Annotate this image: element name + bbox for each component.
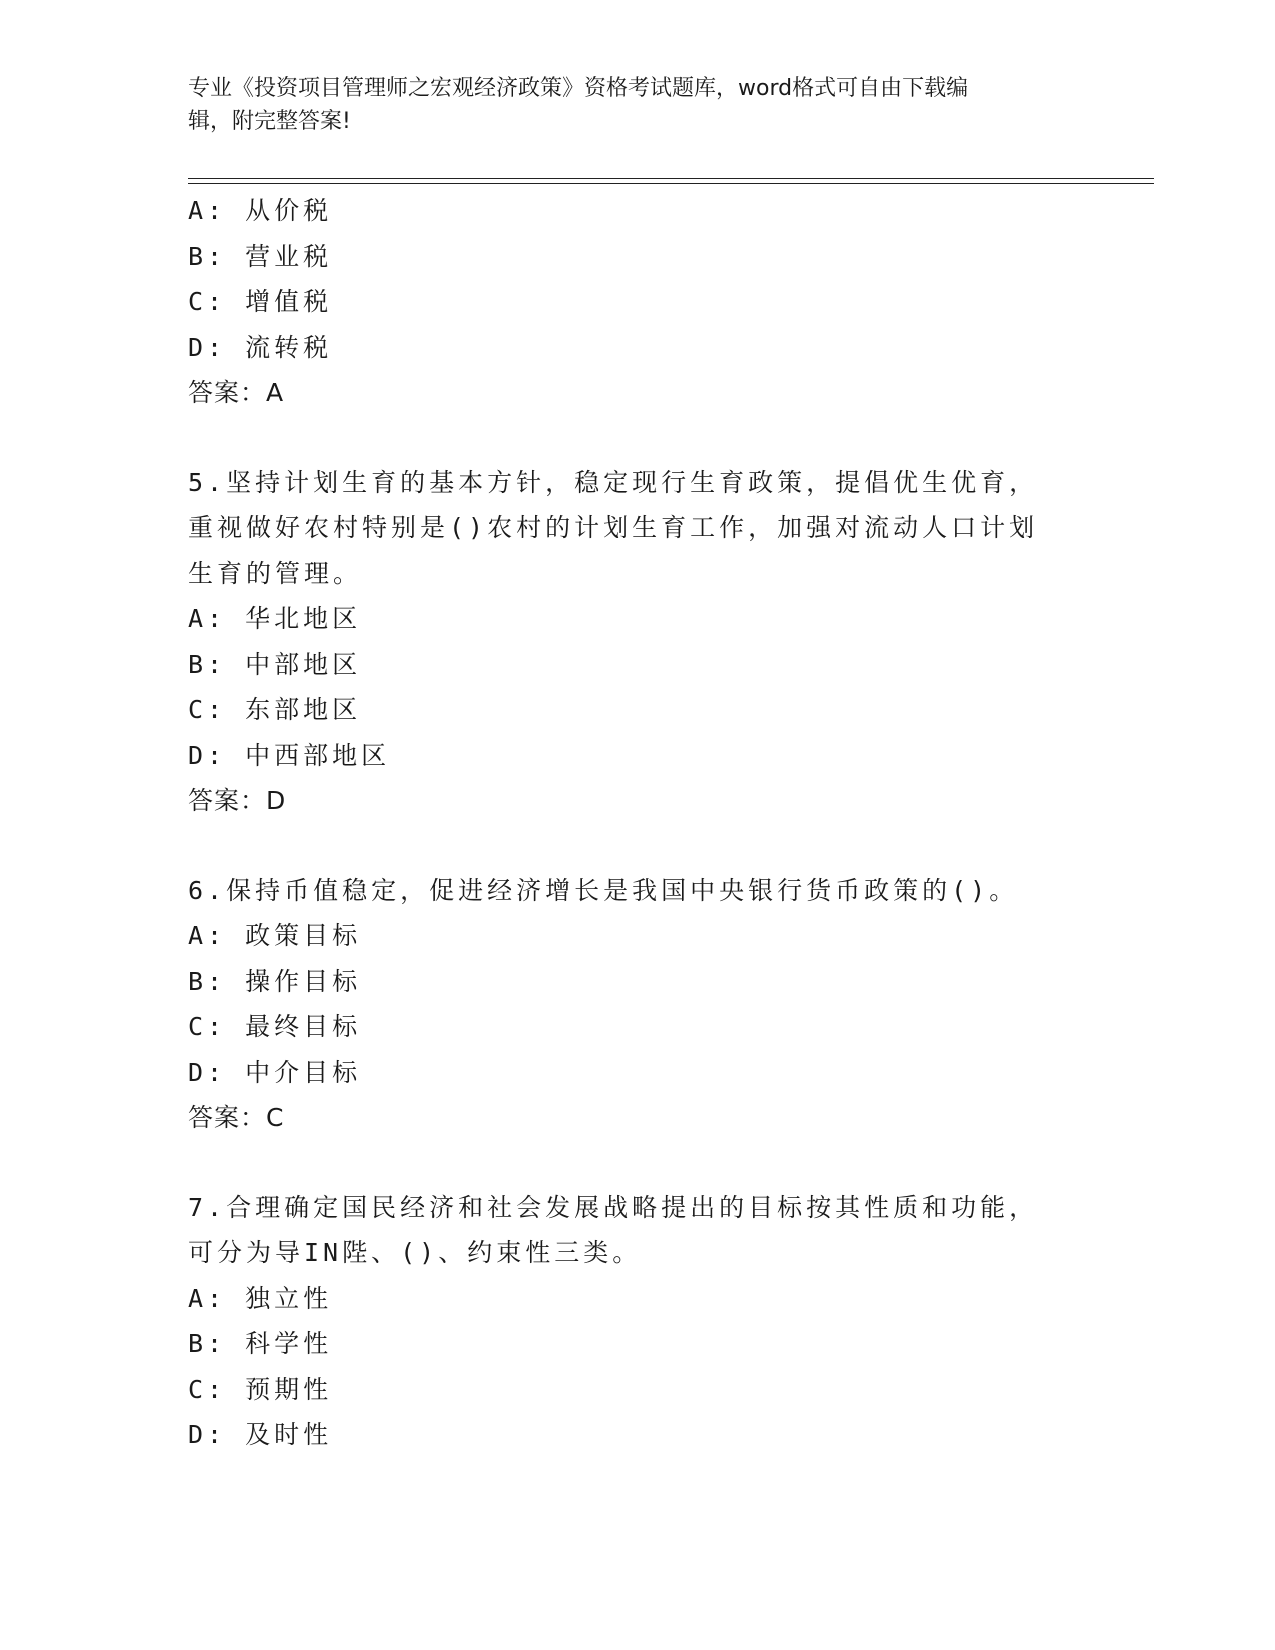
option-d	[188, 325, 1088, 371]
header-line-1: 专业《投资项目管理师之宏观经济政策》资格考试题库，word格式可自由下载编	[188, 76, 969, 101]
option-key: D:	[188, 1057, 227, 1087]
option-key: C:	[188, 695, 227, 724]
option-key: B:	[188, 966, 227, 996]
option-d	[188, 1050, 1088, 1096]
option-key: A:	[188, 1283, 227, 1313]
option-b	[188, 234, 1088, 280]
option-key: A:	[188, 604, 227, 633]
answer: 答案：A	[188, 378, 285, 407]
option-d	[188, 1412, 1088, 1458]
option-b	[188, 1321, 1088, 1367]
document-header	[188, 72, 1088, 138]
option-text: 流转税	[245, 332, 333, 362]
option-c	[188, 1004, 1088, 1050]
option-a	[188, 596, 1088, 642]
header-line-2: 辑，附完整答案!	[188, 109, 351, 134]
header-divider-top	[188, 178, 1154, 179]
option-key: A:	[188, 196, 227, 225]
option-key: D:	[188, 332, 227, 362]
option-text: 操作目标	[245, 966, 362, 996]
answer: 答案：D	[188, 786, 287, 815]
option-text: 中部地区	[245, 649, 362, 679]
option-a	[188, 1276, 1088, 1322]
question-7	[188, 1185, 1088, 1458]
question-partial	[188, 188, 1088, 416]
option-b	[188, 959, 1088, 1005]
option-key: C:	[188, 1374, 227, 1404]
option-text: 中西部地区	[245, 740, 391, 770]
option-text: 增值税	[245, 287, 333, 316]
question-stem: 7.合理确定国民经济和社会发展战略提出的目标按其性质和功能，可分为导IN陛、()、约束性三类。	[188, 1192, 1039, 1267]
option-text: 政策目标	[245, 921, 362, 950]
option-text: 中介目标	[245, 1057, 362, 1087]
question-stem: 5.坚持计划生育的基本方针，稳定现行生育政策，提倡优生优育，重视做好农村特别是()农村的计划生育工作，加强对流动人口计划生育的管理。	[188, 467, 1039, 588]
question-stem: 6.保持币值稳定，促进经济增长是我国中央银行货币政策的()。	[188, 875, 1019, 905]
option-c	[188, 687, 1088, 733]
option-c	[188, 1367, 1088, 1413]
option-key: D:	[188, 1420, 227, 1449]
option-key: C:	[188, 287, 227, 316]
option-key: C:	[188, 1012, 227, 1041]
option-key: B:	[188, 1329, 227, 1358]
answer: 答案：C	[188, 1103, 285, 1132]
option-a	[188, 188, 1088, 234]
option-d	[188, 733, 1088, 779]
option-a	[188, 913, 1088, 959]
question-6	[188, 868, 1088, 1141]
option-key: B:	[188, 649, 227, 679]
option-text: 华北地区	[245, 604, 362, 633]
option-text: 东部地区	[245, 695, 362, 724]
option-key: A:	[188, 921, 227, 950]
question-5	[188, 460, 1088, 824]
option-key: B:	[188, 241, 227, 271]
option-text: 最终目标	[245, 1012, 362, 1041]
option-text: 从价税	[245, 196, 333, 225]
option-text: 预期性	[245, 1374, 333, 1404]
option-b	[188, 642, 1088, 688]
option-c	[188, 279, 1088, 325]
option-text: 科学性	[245, 1329, 333, 1358]
option-key: D:	[188, 740, 227, 770]
option-text: 营业税	[245, 241, 333, 271]
header-divider-bottom	[188, 183, 1154, 184]
option-text: 及时性	[245, 1420, 333, 1449]
option-text: 独立性	[245, 1283, 333, 1313]
question-list	[188, 188, 1088, 1458]
